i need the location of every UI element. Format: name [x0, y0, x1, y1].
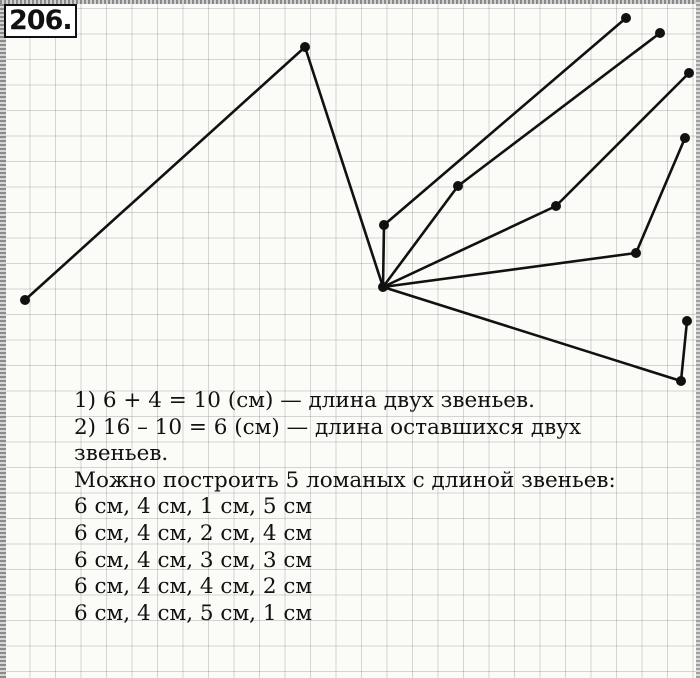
problem-number: 206. — [4, 4, 77, 38]
vertex-point — [20, 295, 30, 305]
vertex-point — [684, 68, 694, 78]
solution-option: 6 см, 4 см, 5 см, 1 см — [74, 600, 313, 626]
vertex-point — [378, 282, 388, 292]
polyline-1 — [383, 18, 626, 287]
solution-option: 6 см, 4 см, 2 см, 4 см — [74, 520, 313, 546]
solution-step-2-continued: звеньев. — [74, 441, 169, 467]
vertex-point — [300, 42, 310, 52]
solution-step-1: 1) 6 + 4 = 10 (см) — длина двух звеньев. — [74, 388, 535, 413]
polyline-2 — [383, 33, 660, 287]
vertex-point — [682, 316, 692, 326]
vertex-point — [676, 376, 686, 386]
vertex-point — [631, 248, 641, 258]
vertex-point — [551, 201, 561, 211]
vertex-point — [621, 13, 631, 23]
polyline-3 — [383, 73, 689, 287]
solution-text — [74, 388, 694, 627]
vertex-point — [655, 28, 665, 38]
polyline-main — [25, 47, 383, 300]
vertex-point — [379, 220, 389, 230]
polyline-5 — [383, 287, 687, 381]
vertex-point — [680, 133, 690, 143]
solution-step-2: 2) 16 – 10 = 6 (см) — длина оставшихся двух — [74, 414, 581, 440]
solution-option: 6 см, 4 см, 4 см, 2 см — [74, 574, 313, 600]
vertex-point — [453, 181, 463, 191]
solution-conclusion: Можно построить 5 ломаных с длиной звеньев: — [74, 467, 616, 493]
solution-option: 6 см, 4 см, 3 см, 3 см — [74, 547, 313, 573]
solution-option: 6 см, 4 см, 1 см, 5 см — [74, 494, 313, 520]
